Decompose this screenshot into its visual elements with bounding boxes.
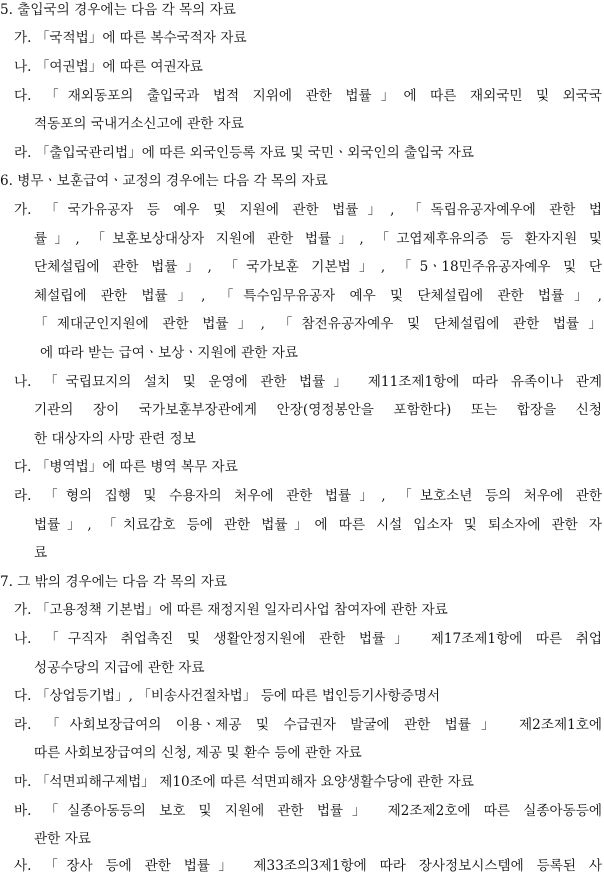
item-7-ma: 마. 「석면피해구제법」 제10조에 따른 석면피해자 요양생활수당에 관한 자료	[14, 774, 474, 790]
item-6-ga-line2: 률」, 「보훈보상대상자 지원에 관한 법률」, 「고엽제후유의증 등 환자지원 및	[34, 231, 602, 247]
item-6-ra-line2: 법률」, 「치료감호 등에 관한 법률」에 따른 시설 입소자 및 퇴소자에 관한 자	[34, 517, 602, 533]
item-7-sa-line1: 사. 「장사 등에 관한 법률」 제33조의3제1항에 따라 장사정보시스템에 등록된 사	[14, 858, 602, 874]
item-6-ga-line5: 「제대군인지원에 관한 법률」, 「참전유공자예우 및 단체설립에 관한 법률」	[34, 316, 602, 332]
item-7-da: 다. 「상업등기법」, 「비송사건절차법」 등에 따른 법인등기사항증명서	[14, 688, 441, 704]
item-6-ra-line1: 라. 「형의 집행 및 수용자의 처우에 관한 법률」, 「보호소년 등의 처우에 관한	[14, 488, 602, 504]
item-6-da: 다. 「병역법」에 따른 병역 복무 자료	[14, 459, 238, 475]
item-6-ga-line6: 에 따라 받는 급여ㆍ보상ㆍ지원에 관한 자료	[40, 345, 298, 361]
item-7-ra-line1: 라. 「사회보장급여의 이용ㆍ제공 및 수급권자 발굴에 관한 법률」 제2조제1호에	[14, 717, 602, 733]
item-6-ra-line3: 료	[34, 545, 48, 561]
item-5-da-line1: 다. 「재외동포의 출입국과 법적 지위에 관한 법률」에 따른 재외국민 및 외국국	[14, 88, 602, 104]
item-7-na-line2: 성공수당의 지급에 관한 자료	[34, 660, 205, 676]
item-7-ga: 가. 「고용정책 기본법」에 따른 재정지원 일자리사업 참여자에 관한 자료	[14, 602, 448, 618]
item-5-ra: 라. 「출입국관리법」에 따른 외국인등록 자료 및 국민ㆍ외국인의 출입국 자료	[14, 145, 475, 161]
item-6-na-line3: 한 대상자의 사망 관련 정보	[34, 431, 196, 447]
item-7-heading: 7. 그 밖의 경우에는 다음 각 목의 자료	[0, 574, 228, 590]
item-6-ga-line4: 체설립에 관한 법률」, 「특수임무유공자 예우 및 단체설립에 관한 법률」,	[34, 288, 602, 304]
item-6-na-line2: 기관의 장이 국가보훈부장관에게 안장(영정봉안을 포함한다) 또는 합장을 신청	[34, 402, 602, 418]
item-5-heading: 5. 출입국의 경우에는 다음 각 목의 자료	[0, 2, 236, 18]
item-6-ga-line3: 단체설립에 관한 법률」, 「국가보훈 기본법」, 「5ㆍ18민주유공자예우 및 단	[34, 259, 602, 275]
item-5-da-line2: 적동포의 국내거소신고에 관한 자료	[34, 116, 244, 132]
item-5-na: 나. 「여권법」에 따른 여권자료	[14, 59, 203, 75]
item-6-heading: 6. 병무ㆍ보훈급여ㆍ교정의 경우에는 다음 각 목의 자료	[0, 173, 328, 189]
item-7-ba-line2: 관한 자료	[34, 831, 91, 847]
item-7-ra-line2: 따른 사회보장급여의 신청, 제공 및 환수 등에 관한 자료	[34, 745, 362, 761]
item-7-ba-line1: 바. 「실종아동등의 보호 및 지원에 관한 법률」 제2조제2호에 따른 실종아동등에	[14, 803, 602, 819]
item-5-ga: 가. 「국적법」에 따른 복수국적자 자료	[14, 30, 247, 46]
item-6-ga-line1: 가. 「국가유공자 등 예우 및 지원에 관한 법률」, 「독립유공자예우에 관한 법	[14, 202, 602, 218]
item-6-na-line1: 나. 「국립묘지의 설치 및 운영에 관한 법률」 제11조제1항에 따라 유족이나 관계	[14, 374, 602, 390]
item-7-na-line1: 나. 「구직자 취업촉진 및 생활안정지원에 관한 법률」 제17조제1항에 따른 취업	[14, 631, 602, 647]
